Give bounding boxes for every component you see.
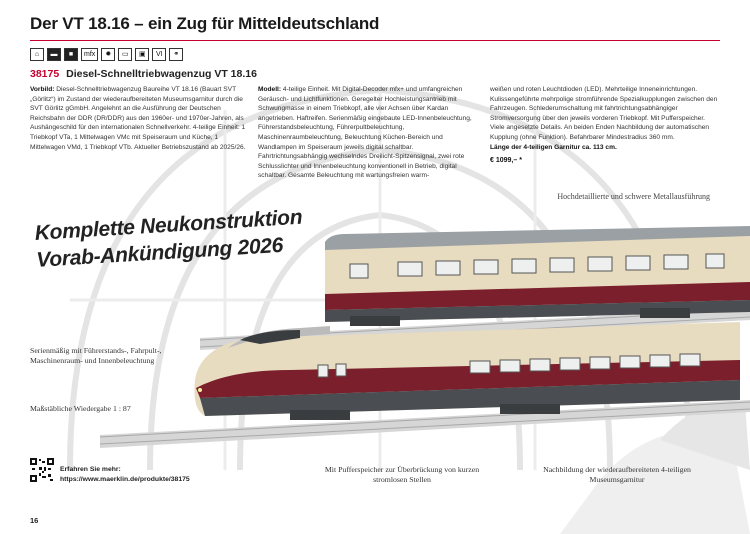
mfx-icon: mfx: [81, 48, 98, 61]
epoch-icon: VI: [152, 48, 166, 61]
note-museum-set: Nachbildung der wiederaufbereiteten 4-teiligen Museumsgarnitur: [543, 465, 691, 484]
model-text: 4-teilige Einheit. Mit Digital-Decoder mfx+ und umfangreichen Geräusch- und Lichtfunktionen. Geregelter Hochleistungsantrieb mit Schwungmasse in einem Triebkopf, alle vier Achsen über Kardan angetrieben. Haftreifen. Serienmäßig eingebaute LED-Innenbeleuchtung, Führerstandsbeleuchtung, Führerpultbeleuchtung, Maschinenraumbeleuchtung, Beleuchtung Küchen-Bereich und Wandlampen im Speiseraum jeweils digital schaltbar. Fahrtrichtungsabhängig wechselndes Dreilicht-Spitzensignal, zwei rote Schlusslichter und Innenbeleuchtung konventionell in Betrieb, digital schaltbar. Gesamte Beleuchtung mit wartungsfreien warm-: [258, 86, 472, 180]
note-scale: Maßstäbliche Wiedergabe 1 : 87: [30, 404, 131, 413]
qr-code[interactable]: [30, 458, 54, 482]
model-text-continued: weißen und roten Leuchtdioden (LED). Mehrteilige Inneneinrichtungen. Kulissengeführte mehrpolige stromführende Spezialkupplungen zwischen den Fahrzeugen. Schlederumschaltung mit fahrtrichtungsabhängiger Stromversorgung über den jeweils vorderen Triebkopf. Mit Pufferspeicher. Viele angesetzte Details. An beiden Enden Nachbildung der automatischen Kupplung (ohne Funktion). Befahrbarer Mindestradius 360 mm.: [490, 86, 718, 141]
prototype-description: [30, 85, 252, 152]
locomotive-icon: ⌂: [30, 48, 44, 61]
interior-light-icon: ▣: [135, 48, 149, 61]
page-title: Der VT 18.16 – ein Zug für Mitteldeutschland: [30, 14, 380, 33]
prototype-label: Vorbild:: [30, 86, 55, 93]
middle-car: [325, 226, 750, 326]
note-buffer: Mit Pufferspeicher zur Überbrückung von kurzen stromlosen Stellen: [324, 465, 480, 484]
note-lighting: Serienmäßig mit Führerstands-, Fahrpult-, Maschinenraum- und Innenbeleuchtung: [30, 346, 162, 365]
prototype-text: Diesel-Schnelltriebwagenzug Baureihe VT 18.16 (Bauart SVT „Görlitz“) im Zustand der wiederaufbereiteten Museumsgarnitur durch die SVT Görlitz gGmbH. Angelehnt an die Ausführung der Deutschen Reichsbahn der DDR (DR/DDR) aus den 1960er- und 1970er-Jahren, als Aushängeschild für den internationalen Schnellverkehr. 4-teilige Einheit: 1 Triebkopf VTa, 1 Mittelwagen VMc mit Speiseraum und Küche, 1 Mittelwagen VMd, 1 Triebkopf VTb. Aktueller Betriebszustand ab 2025/26.: [30, 86, 246, 151]
headline-line1: Komplette Neukonstruktion: [34, 205, 303, 245]
model-description: [258, 85, 482, 181]
headline-line2: Vorab-Ankündigung 2026: [35, 233, 284, 272]
more-info-label: Erfahren Sie mehr:: [60, 466, 121, 473]
page-number: 16: [30, 516, 39, 525]
train-length: Länge der 4-teiligen Garnitur ca. 113 cm.: [490, 143, 617, 151]
product-name: Diesel-Schnelltriebwagenzug VT 18.16: [66, 68, 257, 80]
coupler-icon: ⚭: [169, 48, 183, 61]
metal-icon: ■: [64, 48, 78, 61]
model-label: Modell:: [258, 86, 282, 93]
more-info-link[interactable]: https://www.maerklin.de/produkte/38175: [60, 476, 190, 483]
title-divider: [30, 40, 720, 41]
model-description-continued: [490, 85, 718, 166]
light-icon: ▭: [118, 48, 132, 61]
era-icon: ▬: [47, 48, 61, 61]
price: € 1099,– *: [490, 157, 522, 165]
product-heading: [30, 68, 257, 80]
note-metal-construction: Hochdetaillierte und schwere Metallausführung: [557, 192, 710, 201]
sound-icon: ✹: [101, 48, 115, 61]
product-number: 38175: [30, 68, 60, 80]
feature-badges: [30, 48, 183, 61]
